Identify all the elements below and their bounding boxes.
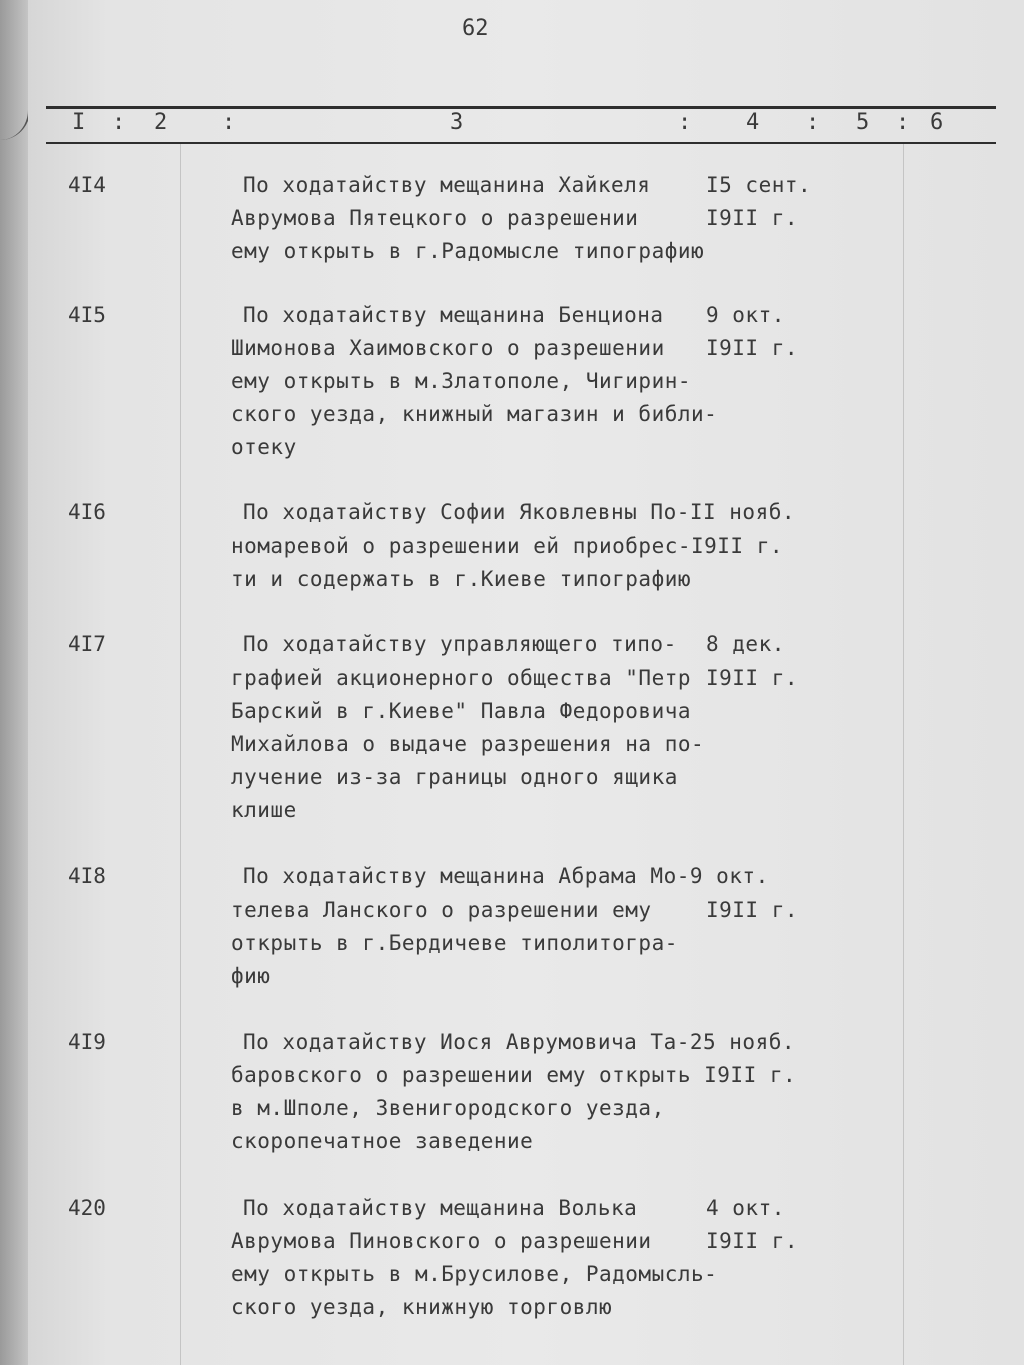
header-col-6: 6: [930, 110, 944, 135]
entry-text-line: Барский в г.Киеве" Павла Федоровича: [231, 699, 692, 723]
entry-text-line: ского уезда, книжный магазин и библи-: [231, 402, 718, 426]
header-separator: :: [678, 110, 692, 135]
entry-date-year: I9II г.: [706, 1229, 799, 1253]
entry-text-line: лучение из-за границы одного ящика: [231, 765, 678, 789]
header-separator: :: [896, 110, 910, 135]
entry-text-line: телева Ланского о разрешении ему: [231, 898, 652, 922]
entry-date-day: I5 сент.: [706, 173, 812, 197]
entry-text-line: Шимонова Хаимовского о разрешении: [231, 336, 665, 360]
header-bottom-rule: [46, 142, 996, 144]
entry-text-line: Аврумова Пиновского о разрешении: [231, 1229, 652, 1253]
header-top-rule: [46, 106, 996, 109]
entry-text-line: По ходатайству управляющего типо-: [243, 632, 677, 656]
entry-text-line: в м.Шполе, Звенигородского уезда,: [231, 1096, 665, 1120]
header-col-1: I: [72, 110, 86, 135]
entry-date-day: 4 окт.: [706, 1196, 785, 1220]
entry-number: 4I8: [68, 864, 106, 888]
entry-number: 4I7: [68, 632, 106, 656]
entry-text-line: ему открыть в м.Брусилове, Радомысль-: [231, 1262, 718, 1286]
book-binding-edge: [0, 0, 28, 1365]
entry-text-line: ти и содержать в г.Киеве типографию: [231, 567, 692, 591]
entry-text-line: клише: [231, 798, 297, 822]
entry-number: 4I9: [68, 1030, 106, 1054]
entry-date-year: I9II г.: [706, 336, 799, 360]
entry-text-line: По ходатайству мещанина Волька: [243, 1196, 638, 1220]
entry-text-line: Михайлова о выдаче разрешения на по-: [231, 732, 705, 756]
entry-text-line: графией акционерного общества "Петр: [231, 666, 692, 690]
entry-number: 4I6: [68, 500, 106, 524]
entry-date-year: I9II г.: [706, 666, 799, 690]
header-col-5: 5: [856, 110, 870, 135]
entry-text-line: номаревой о разрешении ей приобрес-I9II г.: [231, 534, 784, 558]
entry-text-line: По ходатайству Софии Яковлевны По-II нояб.: [243, 500, 796, 524]
header-separator: :: [222, 110, 236, 135]
entry-text-line: ему открыть в г.Радомысле типографию: [231, 239, 705, 263]
column-divider: [180, 144, 181, 1365]
entry-text-line: ему открыть в м.Златополе, Чигирин-: [231, 369, 692, 393]
entry-date-year: I9II г.: [706, 898, 799, 922]
entry-text-line: скоропечатное заведение: [231, 1129, 534, 1153]
entry-number: 4I4: [68, 173, 106, 197]
entry-text-line: фию: [231, 964, 271, 988]
header-col-2: 2: [154, 110, 168, 135]
header-separator: :: [112, 110, 126, 135]
column-divider: [903, 144, 904, 1365]
adjacent-page-curve: [0, 0, 30, 140]
header-separator: :: [806, 110, 820, 135]
entry-number: 4I5: [68, 303, 106, 327]
entry-text-line: По ходатайству мещанина Абрама Мо-9 окт.: [243, 864, 769, 888]
header-col-4: 4: [746, 110, 760, 135]
entry-date-day: 8 дек.: [706, 632, 785, 656]
entry-text-line: По ходатайству мещанина Хайкеля: [243, 173, 651, 197]
entry-text-line: По ходатайству Иося Аврумовича Та-25 нояб.: [243, 1030, 796, 1054]
entry-text-line: ского уезда, книжную торговлю: [231, 1295, 613, 1319]
header-col-3: 3: [450, 110, 464, 135]
entry-text-line: Аврумова Пятецкого о разрешении: [231, 206, 639, 230]
entry-date-day: 9 окт.: [706, 303, 785, 327]
entry-number: 420: [68, 1196, 106, 1220]
page-number: 62: [462, 16, 489, 41]
entry-date-year: I9II г.: [706, 206, 799, 230]
entry-text-line: открыть в г.Бердичеве типолитогра-: [231, 931, 678, 955]
entry-text-line: По ходатайству мещанина Бенциона: [243, 303, 664, 327]
entry-text-line: баровского о разрешении ему открыть I9II г.: [231, 1063, 797, 1087]
entry-text-line: отеку: [231, 435, 297, 459]
